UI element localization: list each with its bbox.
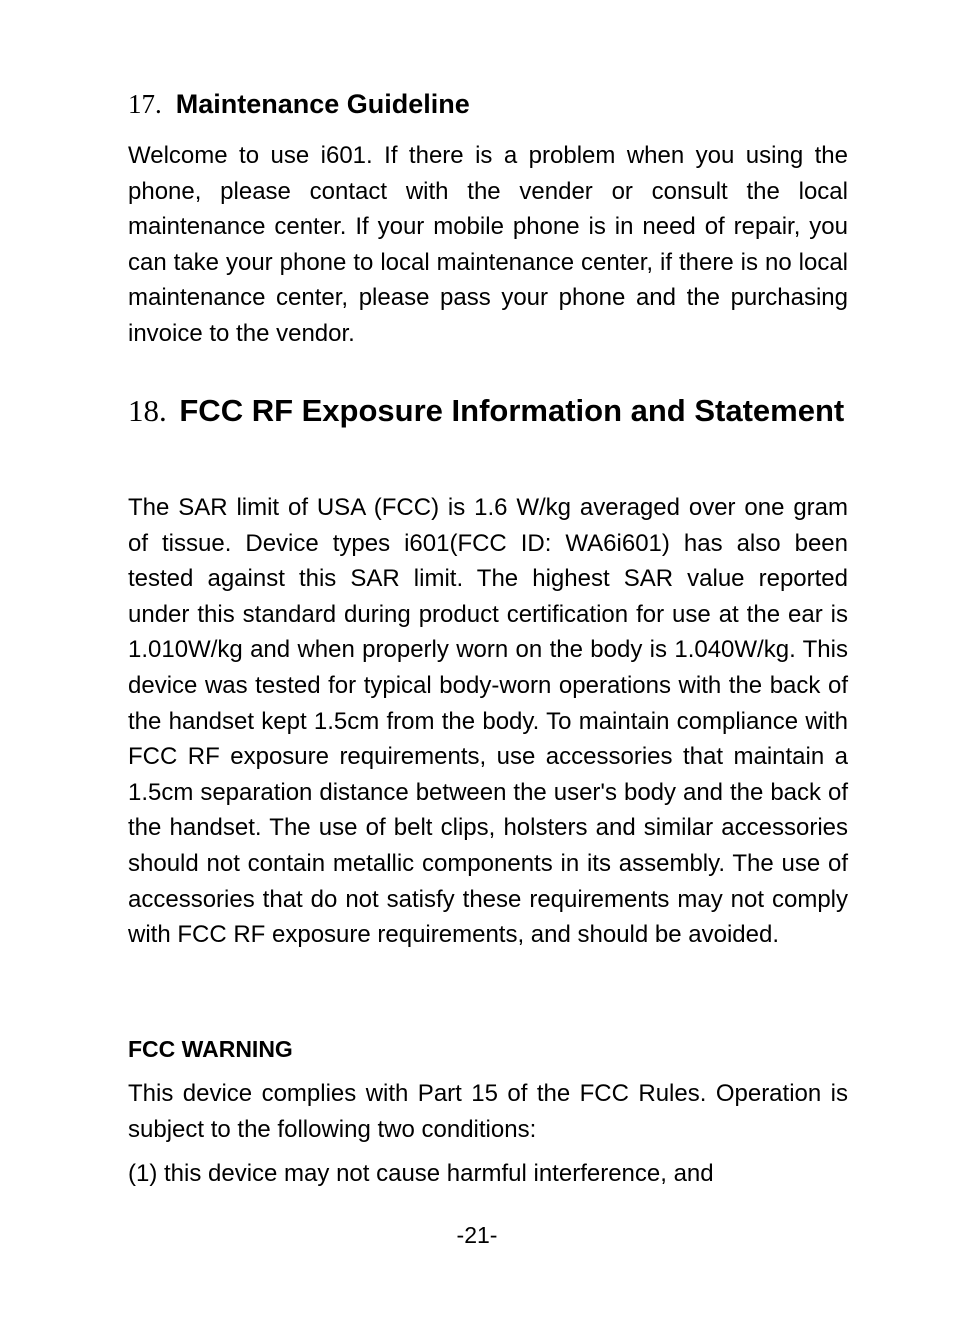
section-heading-maintenance [128, 86, 470, 122]
fcc-warning-heading: FCC WARNING [128, 1036, 293, 1062]
section-title: FCC RF Exposure Information and Statement [179, 393, 845, 428]
section-number: 18. [128, 393, 167, 428]
maintenance-paragraph: Welcome to use i601. If there is a problem when you using the phone, please contact with the vender or consult the local maintenance center. If your mobile phone is in need of repair, you can take your phone to local maintenance center, if there is no local maintenance center, please pass your phone and the purchasing invoice to the vendor. [128, 142, 848, 347]
section-heading-fcc-rf-exposure [128, 392, 848, 429]
fcc-warning-intro: This device complies with Part 15 of the FCC Rules. Operation is subject to the following two conditions: [128, 1080, 848, 1143]
section-number: 17. [128, 89, 162, 119]
page-number: -21- [456, 1222, 498, 1248]
sar-paragraph: The SAR limit of USA (FCC) is 1.6 W/kg averaged over one gram of tissue. Device types i601(FCC ID: WA6i601) has also been tested against this SAR limit. The highest SAR value reported under this standard during product certification for use at the ear is 1.010W/kg and when properly worn on the body is 1.040W/kg. This device was tested for typical body-worn operations with the back of the handset kept 1.5cm from the body. To maintain compliance with FCC RF exposure requirements, use accessories that maintain a 1.5cm separation distance between the user's body and the back of the handset. The use of belt clips, holsters and similar accessories should not contain metallic components in its assembly. The use of accessories that do not satisfy these requirements may not comply with FCC RF exposure requirements, and should be avoided. [128, 494, 848, 949]
fcc-condition-1: (1) this device may not cause harmful interference, and [128, 1160, 714, 1187]
section-title: Maintenance Guideline [175, 89, 470, 119]
